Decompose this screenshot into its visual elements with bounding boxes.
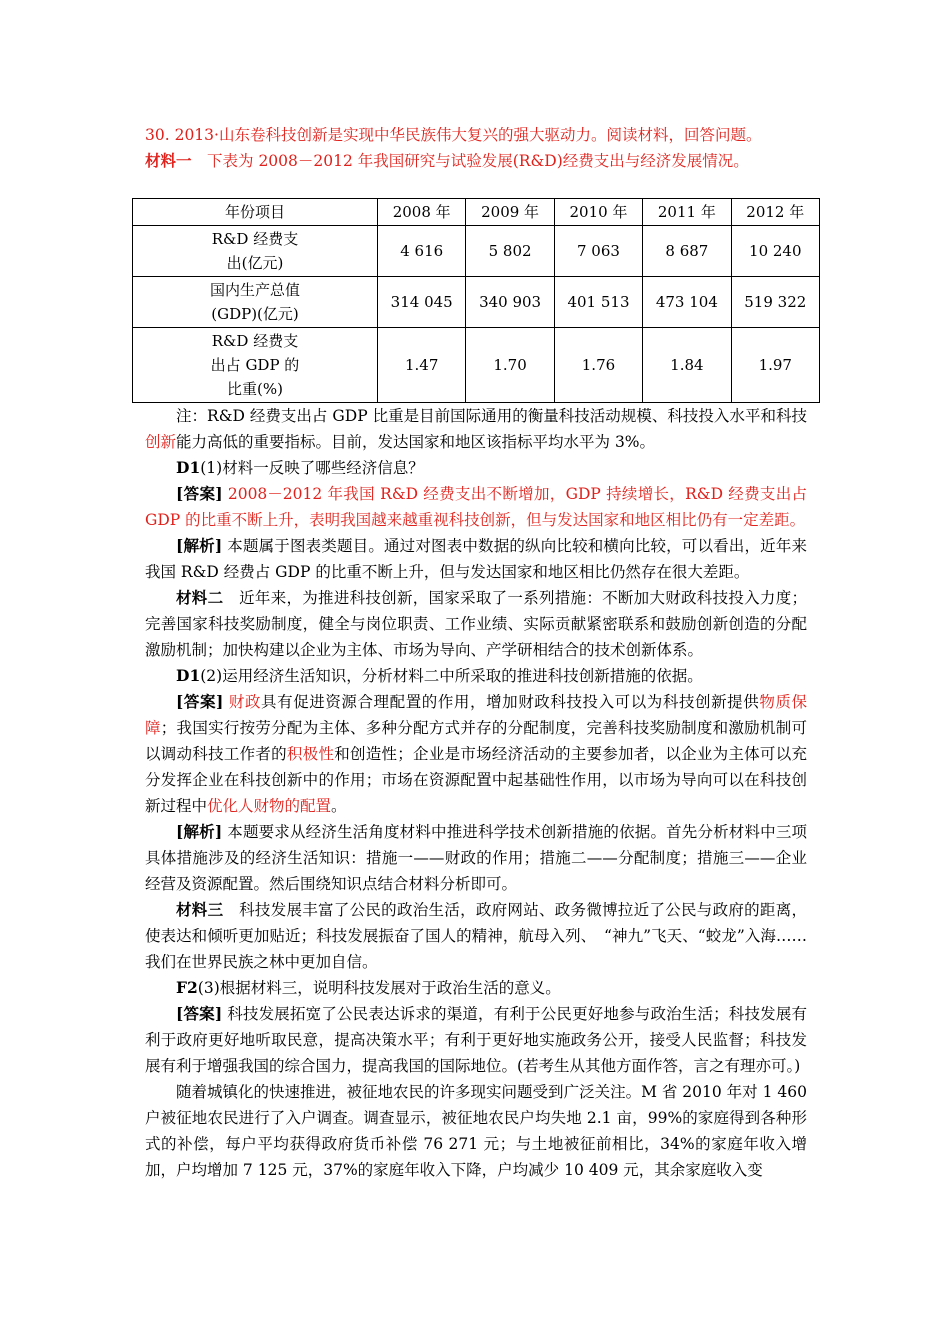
question-one <box>145 455 807 481</box>
analysis-two <box>145 819 807 897</box>
answer-highlight: 财政 <box>223 693 262 711</box>
material-one-label: 材料一 <box>145 151 192 170</box>
answer-label: [答案] <box>176 692 224 711</box>
next-passage <box>145 1079 807 1183</box>
table-cell: 1.76 <box>554 328 642 403</box>
analysis-label: [解析] <box>176 822 223 841</box>
analysis-label: [解析] <box>176 536 223 555</box>
table-cell: 8 687 <box>643 226 731 277</box>
document-page <box>145 122 807 1183</box>
answer-one <box>145 481 807 533</box>
row-label-cell <box>133 328 378 403</box>
table-cell: 1.97 <box>731 328 819 403</box>
table-cell: 519 322 <box>731 277 819 328</box>
table-header-cell: 2009 年 <box>466 199 554 226</box>
answer-three-text: 科技发展拓宽了公民表达诉求的渠道，有利于公民更好地参与政治生活；科技发展有利于政府更好地听取民意，提高决策水平；有利于更好地实施政务公开，接受人民监督；科技发展有利于增强我国的综合国力，提高我国的国际地位。(若考生从其他方面作答，言之有理亦可。) <box>145 1005 807 1075</box>
answer-highlight: 积极性 <box>286 745 335 763</box>
answer-two-text: ；我国实行按劳分配为主体、多种分配方式并存的分配制度，完善科技奖励制度和激励机制可以调动科技工作者的 <box>145 719 807 763</box>
question-three-text: (3)根据材料三，说明科技发展对于政治生活的意义。 <box>197 979 561 997</box>
knowledge-code: F2 <box>176 978 198 997</box>
table-cell: 1.47 <box>378 328 466 403</box>
table-cell: 401 513 <box>554 277 642 328</box>
next-passage-text: 随着城镇化的快速推进，被征地农民的许多现实问题受到广泛关注。M 省 2010 年对 1 460 户被征地农民进行了入户调查。调查显示，被征地农民户均失地 2.1 亩，99%的家庭得到各种形式的补偿，每户平均获得政府货币补偿 76 271 元；与土地被征前相比，34%的家庭年收入增加，户均增加 7 125 元，37%的家庭年收入下降，户均减少 10 409 元，其余家庭收入变 <box>145 1083 807 1179</box>
analysis-two-text: 本题要求从经济生活角度材料中推进科学技术创新措施的依据。首先分析材料中三项具体措施涉及的经济生活知识：措施一——财政的作用；措施二——分配制度；措施三——企业经营及资源配置。然后围绕知识点结合材料分析即可。 <box>145 823 807 893</box>
material-one-intro <box>145 148 807 174</box>
rd-data-table <box>132 198 820 403</box>
row-label-cell <box>133 226 378 277</box>
knowledge-code: D1 <box>176 666 201 685</box>
row-label-cell <box>133 277 378 328</box>
material-two <box>145 585 807 663</box>
note-text: 能力高低的重要指标。目前，发达国家和地区该指标平均水平为 3%。 <box>176 433 656 451</box>
question-one-text: (1)材料一反映了哪些经济信息？ <box>200 459 424 477</box>
answer-label: [答案] <box>176 484 223 503</box>
material-three-label: 材料三 <box>176 900 224 919</box>
row-label-line: (GDP)(亿元) <box>211 305 299 323</box>
material-three <box>145 897 807 975</box>
analysis-one-text: 本题属于图表类题目。通过对图表中数据的纵向比较和横向比较，可以看出，近年来我国 R&D 经费占 GDP 的比重不断上升，但与发达国家和地区相比仍然存在很大差距。 <box>145 537 807 581</box>
material-two-text: 近年来，为推进科技创新，国家采取了一系列措施：不断加大财政科技投入力度；完善国家科技奖励制度，健全与岗位职责、工作业绩、实际贡献紧密联系和鼓励创新创造的分配激励机制；加快构建以企业为主体、市场为导向、产学研相结合的技术创新体系。 <box>145 589 807 659</box>
question-title-text: 30. 2013·山东卷科技创新是实现中华民族伟大复兴的强大驱动力。阅读材料，回答问题。 <box>145 126 762 144</box>
table-row <box>133 328 820 403</box>
table-cell: 314 045 <box>378 277 466 328</box>
table-cell: 473 104 <box>643 277 731 328</box>
answer-one-text: 2008－2012 年我国 R&D 经费支出不断增加，GDP 持续增长，R&D 经费支出占 GDP 的比重不断上升，表明我国越来越重视科技创新，但与发达国家和地区相比仍有一定差距。 <box>145 485 808 529</box>
note-highlight: 创新 <box>145 433 177 451</box>
analysis-one <box>145 533 807 585</box>
question-three <box>145 975 807 1001</box>
answer-two-text: 和创造性；企业是市场经济活动的主要参加者，以企业为主体可以充分发挥企业在科技创新中的作用；市场在资源配置中起基础性作用，以市场为导向可以在科技创新过程中 <box>145 745 807 815</box>
row-label-line: 比重(%) <box>227 380 283 398</box>
answer-two-text: 具有促进资源合理配置的作用，增加财政科技投入可以为科技创新提供 <box>261 693 760 711</box>
material-one-text: 下表为 2008－2012 年我国研究与试验发展(R&D)经费支出与经济发展情况。 <box>191 152 749 170</box>
table-header-cell: 年份项目 <box>133 199 378 226</box>
answer-three <box>145 1001 807 1079</box>
table-note <box>145 403 807 455</box>
row-label-line: R&D 经费支 <box>211 332 299 350</box>
table-cell: 1.84 <box>643 328 731 403</box>
answer-two <box>145 689 807 819</box>
question-title <box>145 122 807 148</box>
table-cell: 7 063 <box>554 226 642 277</box>
answer-highlight: 优化人财物的配置 <box>207 797 332 815</box>
row-label-line: R&D 经费支 <box>211 230 299 248</box>
note-text: 注：R&D 经费支出占 GDP 比重是目前国际通用的衡量科技活动规模、科技投入水平和科技 <box>176 407 807 425</box>
question-two <box>145 663 807 689</box>
table-cell: 10 240 <box>731 226 819 277</box>
row-label-line: 国内生产总值 <box>209 281 300 299</box>
table-header-cell: 2011 年 <box>643 199 731 226</box>
answer-highlight: 物质保障 <box>145 693 807 737</box>
row-label-line: 出(亿元) <box>226 254 284 272</box>
knowledge-code: D1 <box>176 458 201 477</box>
table-header-row <box>133 199 820 226</box>
table-header-cell: 2012 年 <box>731 199 819 226</box>
material-three-text: 科技发展丰富了公民的政治生活，政府网站、政务微博拉近了公民与政府的距离，使表达和倾听更加贴近；科技发展振奋了国人的精神，航母入列、 “神九”飞天、“蛟龙”入海……我们在世界民族之林中更加自信。 <box>145 901 807 971</box>
material-two-label: 材料二 <box>176 588 224 607</box>
table-cell: 340 903 <box>466 277 554 328</box>
table-cell: 1.70 <box>466 328 554 403</box>
answer-two-text: 。 <box>331 797 347 815</box>
answer-label: [答案] <box>176 1004 223 1023</box>
table-cell: 4 616 <box>378 226 466 277</box>
question-two-text: (2)运用经济生活知识，分析材料二中所采取的推进科技创新措施的依据。 <box>200 667 703 685</box>
table-header-cell: 2010 年 <box>554 199 642 226</box>
table-cell: 5 802 <box>466 226 554 277</box>
table-row <box>133 277 820 328</box>
row-label-line: 出占 GDP 的 <box>210 356 300 374</box>
table-row <box>133 226 820 277</box>
table-header-cell: 2008 年 <box>378 199 466 226</box>
